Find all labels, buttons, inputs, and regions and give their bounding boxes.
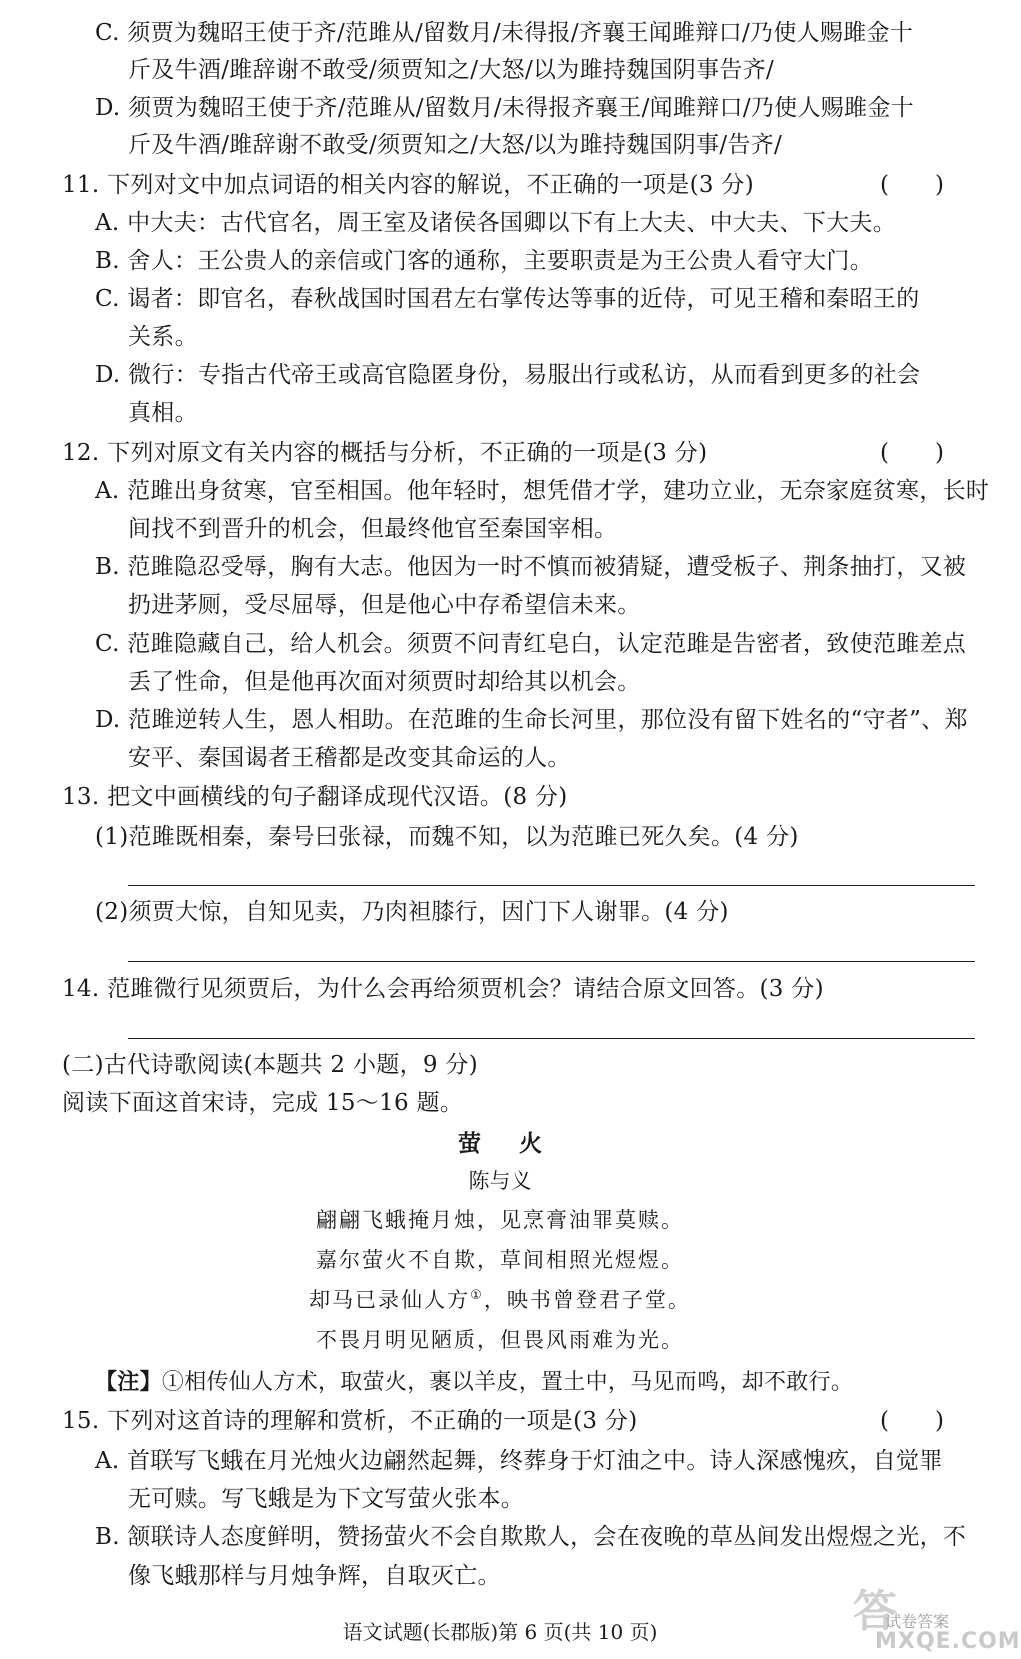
q15-option-b-line2: 像飞蛾那样与月烛争辉，自取灭亡。 [128, 1563, 501, 1589]
poem-line-4: 不畏月明见陋质，但畏风雨难为光。 [316, 1328, 684, 1352]
q12-stem: 12. 下列对原文有关内容的概括与分析，不正确的一项是(3 分) [62, 440, 708, 466]
q12-option-b-line1: B. 范雎隐忍受辱，胸有大志。他因为一时不慎而被猜疑，遭受板子、荆条抽打，又被 [95, 554, 967, 580]
poem-note-text: ①相传仙人方术，取萤火，裹以羊皮，置土中，马见而鸣，却不敢行。 [161, 1370, 854, 1395]
q15-option-b-line1: B. 颔联诗人态度鲜明，赞扬萤火不会自欺欺人，会在夜晚的草丛间发出煜煜之光，不 [95, 1524, 967, 1550]
poem-title: 萤火 [458, 1130, 580, 1157]
q12-option-c-line1: C. 范雎隐藏自己，给人机会。须贾不问青红皂白，认定范雎是告密者，致使范雎差点 [95, 631, 967, 657]
page-footer: 语文试题(长郡版)第 6 页(共 10 页) [342, 1620, 658, 1644]
q11-option-c-line1: C. 谒者：即官名，春秋战国时国君左右掌传达等事的近侍，可见王稽和秦昭王的 [95, 286, 920, 312]
poem-line-3 [0, 1285, 1000, 1315]
q10-option-c-line2: 斤及牛酒/雎辞谢不敢受/须贾知之/大怒/以为雎持魏国阴事告齐/ [128, 57, 775, 83]
q10-option-c-line1: C. 须贾为魏昭王使于齐/范雎从/留数月/未得报/齐襄王闻雎辩口/乃使人赐雎金十 [95, 20, 914, 46]
q10-option-d-line2: 斤及牛酒/雎辞谢不敢受/须贾知之/大怒/以为雎持魏国阴事/告齐/ [128, 132, 783, 158]
poem-note-tag: 【注】 [95, 1369, 162, 1395]
watermark-url: MXQE.COM [875, 1629, 1021, 1654]
q11-option-a: A. 中大夫：古代官名，周王室及诸侯各国卿以下有上大夫、中大夫、下大夫。 [95, 210, 897, 236]
q12-option-c-line2: 丢了性命，但是他再次面对须贾时却给其以机会。 [128, 669, 641, 695]
q11-option-b: B. 舍人：王公贵人的亲信或门客的通称，主要职责是为王公贵人看守大门。 [95, 248, 874, 274]
q14-stem: 14. 范雎微行见须贾后，为什么会再给须贾机会？请结合原文回答。(3 分) [62, 976, 824, 1002]
q11-stem: 11. 下列对文中加点词语的相关内容的解说，不正确的一项是(3 分) [62, 172, 754, 198]
q12-option-a-line1: A. 范雎出身贫寒，官至相国。他年轻时，想凭借才学，建功立业，无奈家庭贫寒，长时 [95, 478, 990, 504]
q11-option-d-line1: D. 微行：专指古代帝王或高官隐匿身份，易服出行或私访，从而看到更多的社会 [95, 362, 921, 388]
q13-answer-line-2[interactable] [128, 961, 975, 962]
q15-stem: 15. 下列对这首诗的理解和赏析，不正确的一项是(3 分) [62, 1408, 638, 1434]
poem-line-2: 嘉尔萤火不自欺，草间相照光煜煜。 [316, 1248, 684, 1272]
watermark-logo [845, 1575, 1021, 1655]
q11-option-c-line2: 关系。 [128, 324, 198, 350]
section-2-instruction: 阅读下面这首宋诗，完成 15～16 题。 [62, 1090, 464, 1116]
q12-option-d-line1: D. 范雎逆转人生，恩人相助。在范雎的生命长河里，那位没有留下姓名的“守者”、郑 [95, 707, 968, 733]
q15-option-a-line2: 无可赎。写飞蛾是为下文写萤火张本。 [128, 1486, 525, 1512]
q15-answer-paren[interactable]: ( ) [880, 1408, 944, 1434]
poem-line-3-part-b: ，映书曾登君子堂。 [483, 1288, 691, 1312]
q15-option-a-line1: A. 首联写飞蛾在月光烛火边翩然起舞，终葬身于灯油之中。诗人深感愧疚，自觉罪 [95, 1448, 943, 1474]
q13-answer-line-1[interactable] [128, 885, 975, 886]
poem-footnote-marker: ① [470, 1288, 484, 1303]
section-2-heading: (二)古代诗歌阅读(本题共 2 小题，9 分) [62, 1052, 478, 1078]
watermark-text: 试卷答案 [885, 1612, 950, 1631]
q11-option-d-line2: 真相。 [128, 400, 198, 426]
poem-author: 陈与义 [468, 1169, 532, 1193]
q12-option-d-line2: 安平、秦国谒者王稽都是改变其命运的人。 [128, 745, 571, 771]
q11-answer-paren[interactable]: ( ) [880, 172, 944, 198]
answer-stamp-icon: 答 [853, 1586, 897, 1637]
poem-line-3-part-a: 却马已录仙人方 [309, 1288, 471, 1312]
q12-answer-paren[interactable]: ( ) [880, 440, 944, 466]
poem-note [95, 1367, 853, 1398]
poem-line-1: 翩翩飞蛾掩月烛，见烹膏油罪莫赎。 [316, 1208, 684, 1232]
q12-option-b-line2: 扔进茅厕，受尽屈辱，但是他心中存希望信未来。 [128, 592, 641, 618]
q14-answer-line[interactable] [128, 1038, 975, 1039]
q13-sentence-1: (1)范雎既相秦，秦号曰张禄，而魏不知，以为范雎已死久矣。(4 分) [95, 824, 799, 850]
q13-stem: 13. 把文中画横线的句子翻译成现代汉语。(8 分) [62, 784, 568, 810]
q10-option-d-line1: D. 须贾为魏昭王使于齐/范雎从/留数月/未得报齐襄王/闻雎辩口/乃使人赐雎金十 [95, 95, 914, 121]
q13-sentence-2: (2)须贾大惊，自知见卖，乃肉袒膝行，因门下人谢罪。(4 分) [95, 899, 729, 925]
q12-option-a-line2: 间找不到晋升的机会，但最终他官至秦国宰相。 [128, 516, 618, 542]
